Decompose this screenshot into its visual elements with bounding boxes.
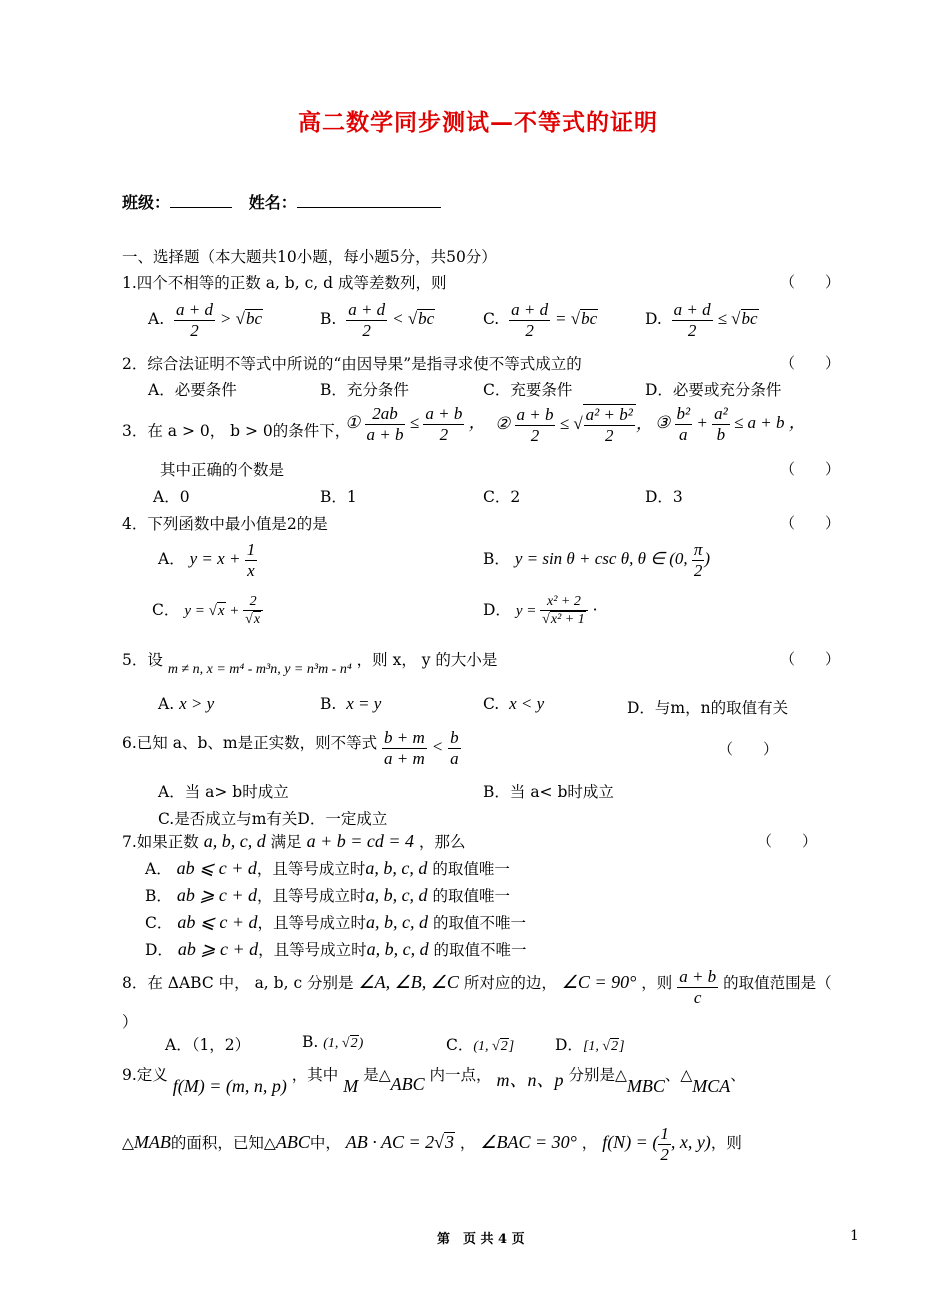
q3-option-c: C．2: [483, 488, 521, 506]
page-title: 高二数学同步测试—不等式的证明: [298, 109, 658, 136]
q1-answer-paren: （ ）: [780, 273, 841, 291]
footer-page-number: 1: [850, 1228, 859, 1244]
q8-option-d: D．[1, √2]: [555, 1036, 625, 1054]
q7-stem: 7.如果正数 a, b, c, d 满足 a + b = cd = 4 ，那么: [122, 831, 466, 851]
q4-option-c: C． y = √x + $\frac{2}{√x}$: [152, 594, 263, 628]
q2-option-c: C．充要条件: [483, 381, 573, 399]
class-label: 班级：: [122, 193, 171, 212]
q4-stem: 4．下列函数中最小值是2的是: [122, 515, 328, 533]
class-name-row: [122, 190, 441, 213]
q1-option-a: A. $\frac{a + d}{2}$ > √bc: [148, 300, 263, 340]
q6-option-b: B．当 a< b时成立: [483, 783, 614, 801]
q7-option-c: C． ab ⩽ c + d，且等号成立时a, b, c, d 的取值不唯一: [145, 912, 526, 932]
q5-option-c: C. x < y: [483, 694, 545, 713]
q6-option-a: A．当 a> b时成立: [158, 783, 289, 801]
q2-option-d: D．必要或充分条件: [645, 381, 782, 399]
q1-option-d: D. $\frac{a + d}{2}$ ≤ √bc: [645, 300, 758, 340]
q6-stem: 6.已知 a、b、m是正实数，则不等式 $\frac{b + m}{a + m}$ < $\frac{b}{a}$: [122, 728, 459, 768]
q8-option-a: A．（1，2）: [165, 1036, 251, 1054]
q3-option-a: A．0: [153, 488, 190, 506]
q6-option-c-d: C.是否成立与m有关D．一定成立: [158, 810, 388, 828]
footer-page-count: 第 页 共 4 页: [437, 1232, 525, 1247]
q4-answer-paren: （ ）: [780, 514, 841, 532]
q5-option-b: B. x = y: [320, 694, 382, 713]
q1-option-c: C. $\frac{a + d}{2}$ = √bc: [483, 300, 598, 340]
q4-option-b: B． y = sin θ + csc θ, θ ∈ (0, $\frac{\pi}{2}$ ): [483, 540, 711, 580]
q2-answer-paren: （ ）: [780, 354, 841, 372]
q9-line-2: △MAB的面积，已知△ABC中， AB · AC = 2√3 ， ∠BAC = 30° ， f(N) = ( $\frac{1}{2}$ , x, y)，则: [122, 1124, 742, 1164]
q5-option-d: D．与m，n的取值有关: [627, 699, 789, 717]
q6-answer-paren: （ ）: [718, 740, 779, 758]
q1-stem: 1.四个不相等的正数 a, b, c, d 成等差数列，则: [122, 274, 447, 292]
name-label: 姓名：: [248, 193, 297, 212]
q8-stem: 8．在 ΔABC 中， a, b, c 分别是 ∠A, ∠B, ∠C 所对应的边， ∠C = 90° ，则 $\frac{a + b}{c}$ 的取值范围是（: [122, 967, 832, 1007]
q2-option-a: A．必要条件: [148, 381, 237, 399]
q4-option-d: D． y = $\frac{\text{x² + 2}}{\text{√x² + 1}}$ ·: [483, 594, 598, 628]
q2-stem: 2．综合法证明不等式中所说的“由因导果”是指寻求使不等式成立的: [122, 355, 582, 373]
q7-option-a: A． ab ⩽ c + d，且等号成立时a, b, c, d 的取值唯一: [145, 858, 510, 878]
q4-option-a: A． y = x + $\frac{1}{x}$: [158, 540, 256, 580]
q3-ineq-2: ② $\frac{a + b}{2}$ ≤ √ $\frac{\text{a² + b²}}{2}$ ，: [495, 405, 653, 445]
q3-answer-paren: （ ）: [780, 460, 841, 478]
q5-option-a: A. x > y: [158, 694, 215, 713]
class-blank[interactable]: [170, 207, 232, 208]
q7-option-d: D． ab ⩾ c + d，且等号成立时a, b, c, d 的取值不唯一: [145, 939, 527, 959]
q8-option-b: B. (1, √2): [302, 1033, 364, 1051]
q5-stem: 5．设 m ≠ n, x = m⁴ - m³n, y = n³m - n⁴ ，则 x， y 的大小是: [122, 651, 498, 677]
q3-option-b: B．1: [320, 488, 357, 506]
q3-option-d: D．3: [645, 488, 683, 506]
q3-stem: 3．在 a > 0， b > 0的条件下，: [122, 422, 351, 440]
q5-expression: m ≠ n, x = m⁴ - m³n, y = n³m - n⁴: [167, 662, 352, 677]
q3-ineq-3: ③ $\frac{\text{b²}}{a}$ + $\frac{\text{a²}}{b}$ ≤ a + b ，: [655, 404, 806, 444]
q2-option-b: B．充分条件: [320, 381, 409, 399]
name-blank[interactable]: [297, 207, 441, 208]
q7-option-b: B． ab ⩾ c + d，且等号成立时a, b, c, d 的取值唯一: [145, 885, 511, 905]
q1-option-b: B. $\frac{a + d}{2}$ < √bc: [320, 300, 435, 340]
section-heading: 一、选择题（本大题共10小题，每小题5分，共50分）: [122, 248, 497, 266]
q7-answer-paren: （ ）: [757, 832, 818, 850]
q3-ineq-1: ① $\frac{2ab}{a + b}$ ≤ $\frac{a + b}{2}$ ，: [345, 404, 486, 444]
q8-option-c: C．(1, √2]: [446, 1036, 515, 1054]
q9-line-1: 9.定义 f(M) = (m, n, p) ，其中 M 是△ABC 内一点， m、n、p 分别是△MBC、△MCA、: [122, 1066, 746, 1096]
q5-answer-paren: （ ）: [780, 650, 841, 668]
q3-sub: 其中正确的个数是: [160, 461, 285, 479]
q8-close-paren: ）: [122, 1013, 138, 1031]
